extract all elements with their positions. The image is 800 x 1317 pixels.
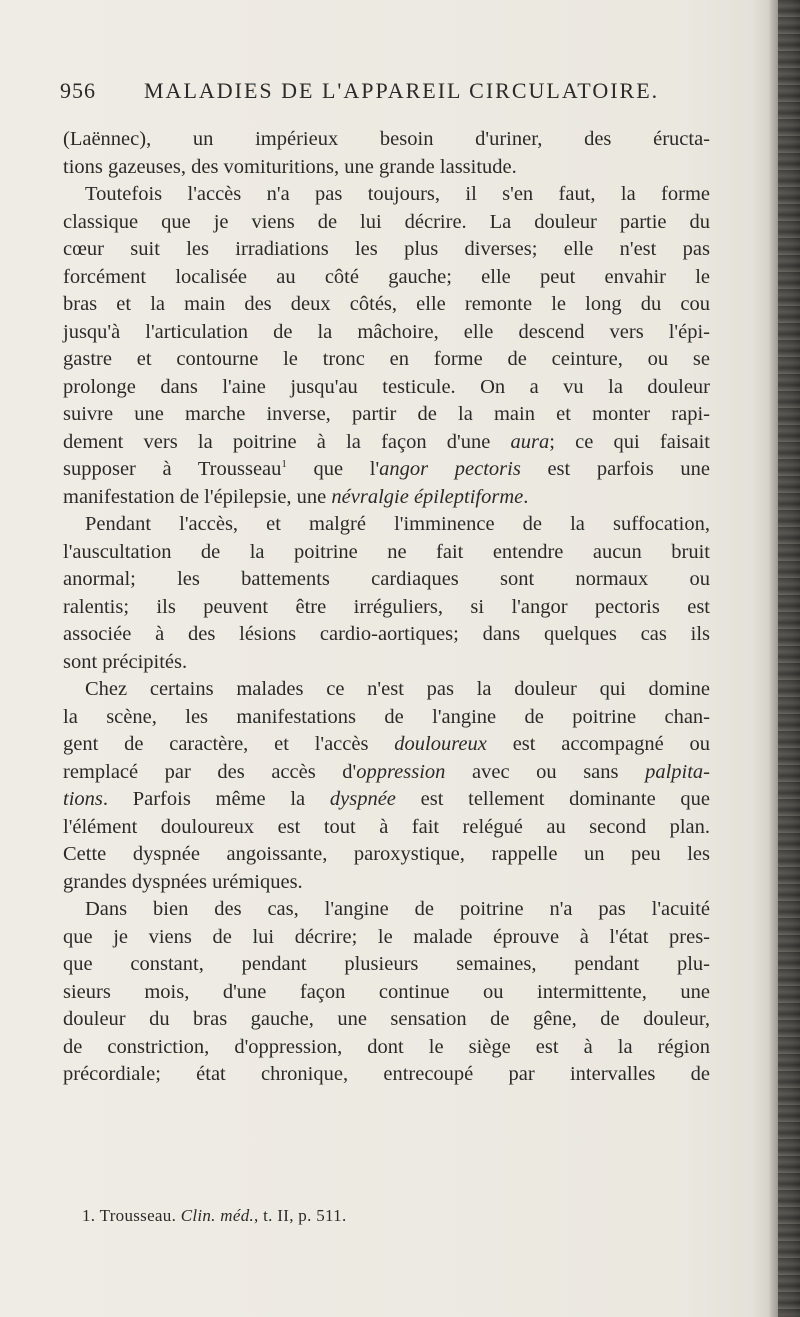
- footnote: [82, 1206, 347, 1226]
- text-line: Pendant l'accès, et malgré l'imminence de la suffocation,: [85, 513, 710, 535]
- footnote-ref: 1: [281, 458, 287, 471]
- text-line: forcément localisée au côté gauche; elle peut envahir le: [63, 265, 710, 288]
- text-line: associée à des lésions cardio-aortiques; dans quelques cas ils: [63, 623, 710, 645]
- text-line: supposer à Trousseau$^1$ que l'angor pectoris est parfois une: [63, 458, 710, 480]
- text-line: manifestation de l'épilepsie, une névralgie épileptiforme.: [63, 485, 529, 508]
- text-line: tions gazeuses, des vomituritions, une grande lassitude.: [63, 155, 517, 178]
- text-line: gent de caractère, et l'accès douloureux est accompagné ou: [63, 733, 710, 755]
- page-header: [60, 78, 700, 118]
- text-line: douleur du bras gauche, une sensation de gêne, de douleur,: [63, 1008, 710, 1030]
- text-line: bras et la main des deux côtés, elle remonte le long du cou: [63, 293, 710, 315]
- page-edge: [778, 0, 800, 1317]
- footnote-title: Clin. méd.: [180, 1206, 255, 1225]
- footnote-number: 1.: [82, 1206, 96, 1225]
- text-line: classique que je viens de lui décrire. La douleur partie du: [63, 210, 710, 233]
- text-line: l'élément douloureux est tout à fait relégué au second plan.: [63, 815, 710, 838]
- text-line: tions. Parfois même la dyspnée est tellement dominante que: [63, 788, 710, 810]
- text-line: prolonge dans l'aine jusqu'au testicule. On a vu la douleur: [63, 375, 710, 398]
- footnote-reference: , t. II, p. 511.: [254, 1206, 347, 1225]
- footnote-author: Trousseau.: [95, 1206, 181, 1225]
- page-number: 956: [60, 78, 96, 103]
- text-line: cœur suit les irradiations les plus diverses; elle n'est pas: [63, 238, 710, 260]
- text-line: que constant, pendant plusieurs semaines, pendant plu-: [63, 953, 710, 975]
- text-line: dement vers la poitrine à la façon d'une aura; ce qui faisait: [63, 430, 710, 453]
- text-line: jusqu'à l'articulation de la mâchoire, elle descend vers l'épi-: [63, 320, 710, 343]
- text-line: Dans bien des cas, l'angine de poitrine n'a pas l'acuité: [85, 898, 710, 920]
- text-line: remplacé par des accès d'oppression avec ou sans palpita-: [63, 760, 710, 783]
- text-line: suivre une marche inverse, partir de la main et monter rapi-: [63, 403, 710, 425]
- text-line: précordiale; état chronique, entrecoupé par intervalles de: [63, 1063, 710, 1085]
- text-line: Toutefois l'accès n'a pas toujours, il s'en faut, la forme: [85, 183, 710, 205]
- text-line: (Laënnec), un impérieux besoin d'uriner, des éructa-: [63, 128, 710, 150]
- page-gutter-shadow: [768, 0, 778, 1317]
- text-line: sieurs mois, d'une façon continue ou intermittente, une: [63, 980, 710, 1003]
- text-line: sont précipités.: [63, 650, 188, 673]
- text-line: Chez certains malades ce n'est pas la douleur qui domine: [85, 678, 710, 700]
- running-title: MALADIES DE L'APPAREIL CIRCULATOIRE.: [144, 78, 660, 103]
- text-line: l'auscultation de la poitrine ne fait entendre aucun bruit: [63, 540, 710, 563]
- text-line: de constriction, d'oppression, dont le siège est à la région: [63, 1035, 710, 1058]
- text-line: la scène, les manifestations de l'angine de poitrine chan-: [63, 705, 710, 728]
- text-line: Cette dyspnée angoissante, paroxystique, rappelle un peu les: [63, 843, 710, 865]
- text-line: ralentis; ils peuvent être irréguliers, si l'angor pectoris est: [63, 595, 710, 618]
- text-line: gastre et contourne le tronc en forme de ceinture, ou se: [63, 348, 710, 370]
- text-line: anormal; les battements cardiaques sont normaux ou: [63, 568, 710, 590]
- body-text: [63, 126, 710, 1089]
- text-line: que je viens de lui décrire; le malade éprouve à l'état pres-: [63, 925, 710, 948]
- text-line: grandes dyspnées urémiques.: [63, 870, 303, 893]
